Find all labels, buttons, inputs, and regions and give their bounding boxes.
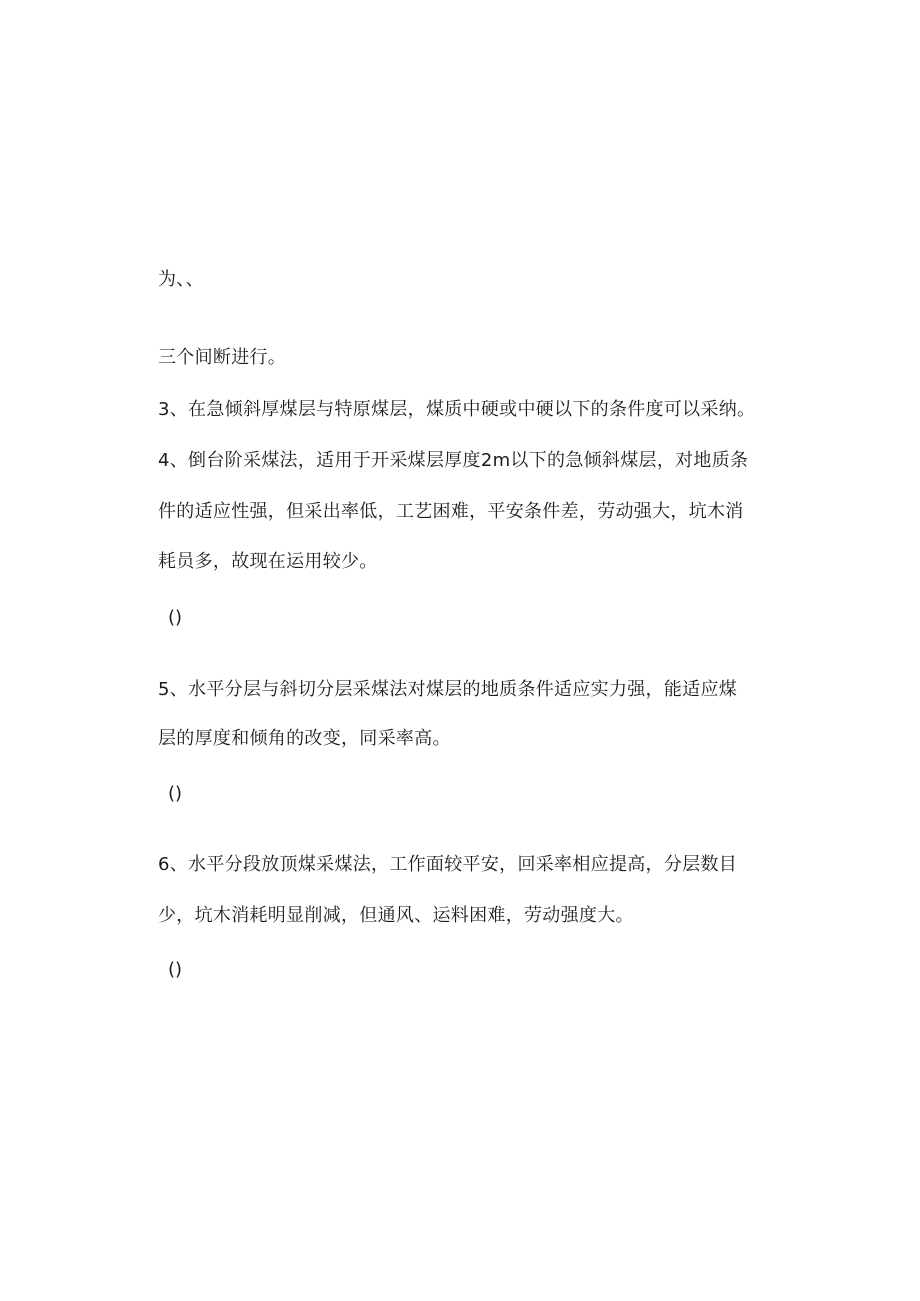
item-5-text-line-2: 层的厚度和倾角的改变，同采率高。 <box>158 728 451 749</box>
item-5-text-line-1: 5、水平分层与斜切分层采煤法对煤层的地质条件适应实力强，能适应煤 <box>158 679 738 700</box>
item-4-text-line-1: 4、倒台阶采煤法，适用于开采煤层厚度2m以下的急倾斜煤层，对地质条 <box>158 450 749 471</box>
item-6-text-line-2: 少，坑木消耗明显削减，但通风、运料困难，劳动强度大。 <box>158 905 634 926</box>
item-6-text-line-1: 6、水平分段放顶煤采煤法，工作面较平安，回采率相应提高，分层数目 <box>158 854 738 875</box>
text-line-fragment: 为、、 <box>158 269 204 290</box>
item-6-answer-blank: () <box>168 959 183 980</box>
item-3-text: 3、在急倾斜厚煤层与特原煤层，煤质中硬或中硬以下的条件度可以采纳。 <box>158 399 756 420</box>
item-4-text-line-2: 件的适应性强，但采出率低，工艺困难，平安条件差，劳动强大，坑木消 <box>158 501 744 522</box>
item-4-answer-blank: () <box>168 607 183 628</box>
text-line-intermittent: 三个间断进行。 <box>158 347 287 368</box>
item-4-text-line-3: 耗员多，故现在运用较少。 <box>158 551 378 572</box>
item-5-answer-blank: () <box>168 783 183 804</box>
